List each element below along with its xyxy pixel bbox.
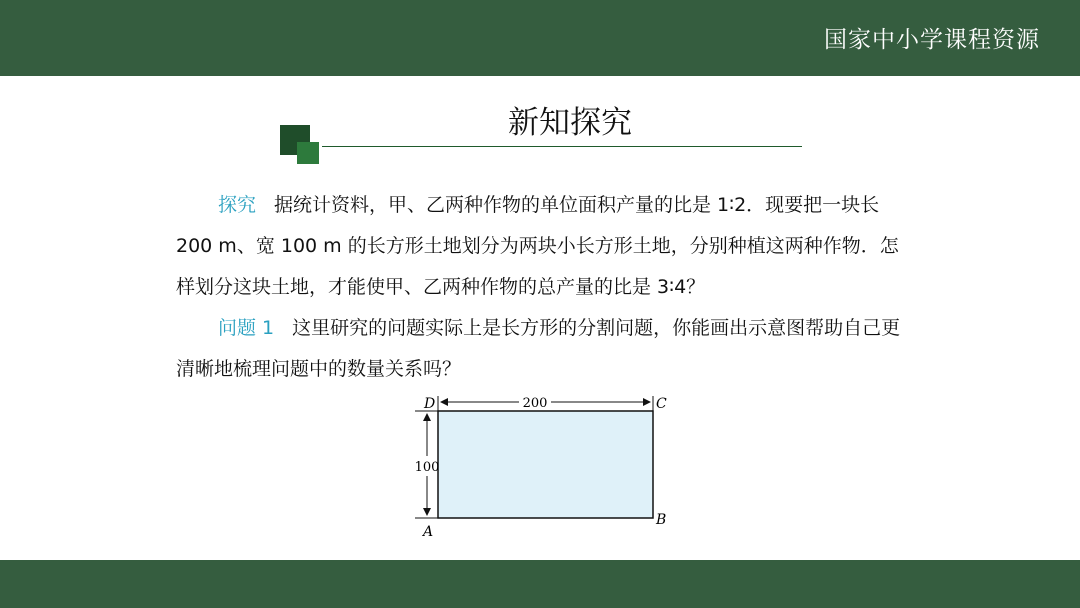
title-decor-square-light (297, 142, 319, 164)
header-bar (0, 0, 1080, 76)
width-label: 200 (522, 396, 548, 411)
brand-title: 国家中小学课程资源 (824, 27, 1040, 53)
corner-c-label: C (656, 396, 667, 412)
explore-label: 探究 (218, 194, 257, 216)
rectangle-diagram (405, 390, 690, 540)
slide-title: 新知探究 (508, 105, 632, 141)
rectangle-diagram-svg (405, 390, 690, 540)
explore-paragraph (176, 185, 916, 308)
height-label: 100 (414, 460, 440, 475)
question-label: 问题 1 (218, 317, 275, 339)
footer-bar (0, 560, 1080, 608)
corner-b-label: B (656, 512, 667, 528)
field-rectangle (438, 411, 653, 518)
question-paragraph (176, 308, 916, 390)
explore-text: 据统计资料，甲、乙两种作物的单位面积产量的比是 1∶2．现要把一块长 200 m、宽 100 m 的长方形土地划分为两块小长方形土地，分别种植这两种作物．怎样划分这块土地，才能使甲、乙两种作物的总产量的比是 3∶4？ (176, 194, 899, 298)
question-text: 这里研究的问题实际上是长方形的分割问题，你能画出示意图帮助自己更清晰地梳理问题中的数量关系吗？ (176, 317, 901, 380)
corner-a-label: A (423, 524, 434, 540)
title-divider (322, 146, 802, 147)
corner-d-label: D (424, 396, 436, 412)
